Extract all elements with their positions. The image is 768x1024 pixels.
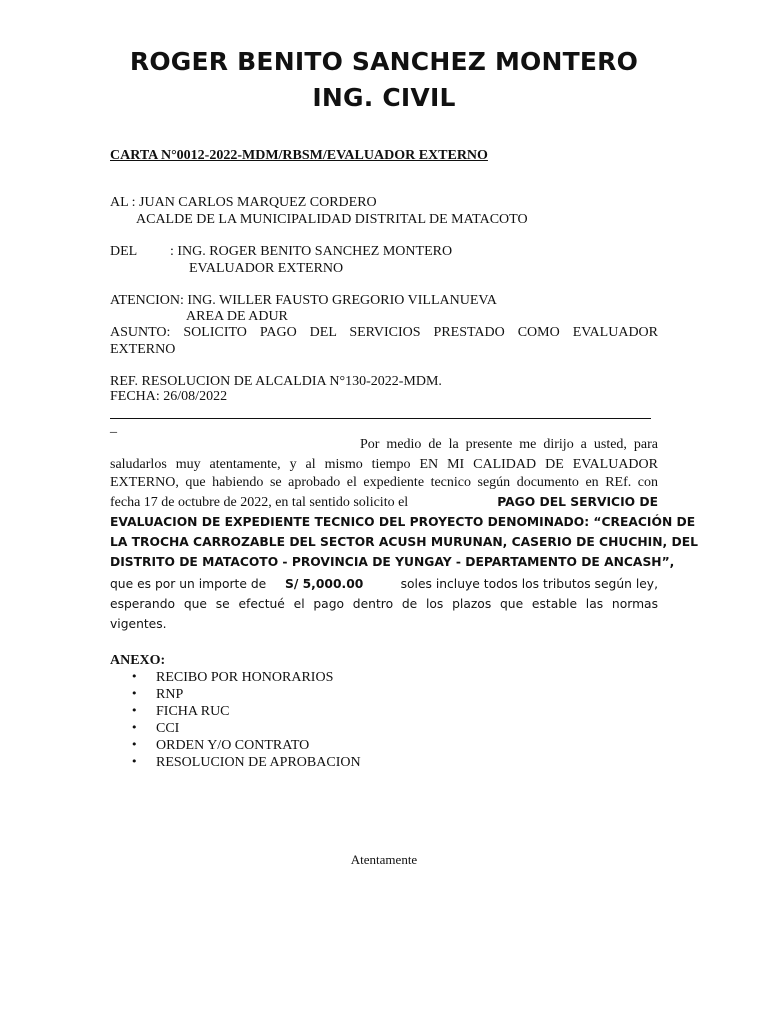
separator-line	[110, 418, 651, 419]
reference-code: CARTA N°0012-2022-MDM/RBSM/EVALUADOR EXTERNO	[110, 148, 488, 163]
addressee-name: AL : JUAN CARLOS MARQUEZ CORDERO	[110, 195, 377, 210]
body-line-1: Por medio de la presente me dirijo a usted, para	[360, 437, 658, 452]
subject-line-2: EXTERNO	[110, 342, 176, 357]
reference-resolution: REF. RESOLUCION DE ALCALDIA N°130-2022-MDM.	[110, 374, 442, 389]
body-line-6: LA TROCHA CARROZABLE DEL SECTOR ACUSH MURUNAN, CASERIO DE CHUCHIN, DEL	[110, 535, 698, 549]
bullet-icon: •	[131, 687, 138, 700]
sender-name: : ING. ROGER BENITO SANCHEZ MONTERO	[170, 244, 453, 259]
bullet-icon: •	[131, 704, 138, 717]
annex-title: ANEXO:	[110, 653, 166, 668]
letterhead-profession: ING. CIVIL	[312, 83, 456, 112]
body-line-5: EVALUACION DE EXPEDIENTE TECNICO DEL PROYECTO DENOMINADO: “CREACIÓN DE	[110, 515, 696, 529]
attention-area: AREA DE ADUR	[186, 309, 288, 324]
annex-item: FICHA RUC	[156, 704, 230, 719]
annex-item: RESOLUCION DE APROBACION	[156, 755, 361, 770]
annex-item: RECIBO POR HONORARIOS	[156, 670, 334, 685]
body-line-8a: que es por un importe de	[110, 577, 267, 591]
body-line-7: DISTRITO DE MATACOTO - PROVINCIA DE YUNGAY - DEPARTAMENTO DE ANCASH”,	[110, 555, 675, 569]
annex-item: CCI	[156, 721, 180, 736]
separator-tail: _	[110, 420, 117, 435]
body-line-4a: fecha 17 de octubre de 2022, en tal sentido solicito el	[110, 495, 409, 510]
letterhead-name: ROGER BENITO SANCHEZ MONTERO	[129, 47, 639, 76]
body-line-10: vigentes.	[110, 617, 167, 631]
sender-label: DEL	[110, 244, 138, 259]
body-line-8c: soles incluye todos los tributos según ley,	[400, 577, 658, 591]
sender-title: EVALUADOR EXTERNO	[189, 261, 344, 276]
bullet-icon: •	[131, 721, 138, 734]
bullet-icon: •	[131, 738, 138, 751]
body-line-2: saludarlos muy atentamente, y al mismo tiempo EN MI CALIDAD DE EVALUADOR	[110, 457, 658, 472]
body-line-9: esperando que se efectué el pago dentro de los plazos que estable las normas	[110, 597, 658, 611]
closing: Atentamente	[350, 852, 418, 867]
attention-line: ATENCION: ING. WILLER FAUSTO GREGORIO VILLANUEVA	[110, 293, 497, 308]
letter-date: FECHA: 26/08/2022	[110, 389, 228, 404]
addressee-title: ACALDE DE LA MUNICIPALIDAD DISTRITAL DE MATACOTO	[136, 212, 528, 227]
body-line-4b: PAGO DEL SERVICIO DE	[497, 495, 658, 509]
bullet-icon: •	[131, 670, 138, 683]
body-line-3: EXTERNO, que habiendo se aprobado el expediente tecnico según documento en REf. con	[110, 475, 658, 490]
annex-item: ORDEN Y/O CONTRATO	[156, 738, 310, 753]
annex-item: RNP	[156, 687, 184, 702]
amount: S/ 5,000.00	[285, 577, 364, 591]
bullet-icon: •	[131, 755, 138, 768]
subject-line: ASUNTO: SOLICITO PAGO DEL SERVICIOS PRESTADO COMO EVALUADOR	[110, 325, 658, 340]
